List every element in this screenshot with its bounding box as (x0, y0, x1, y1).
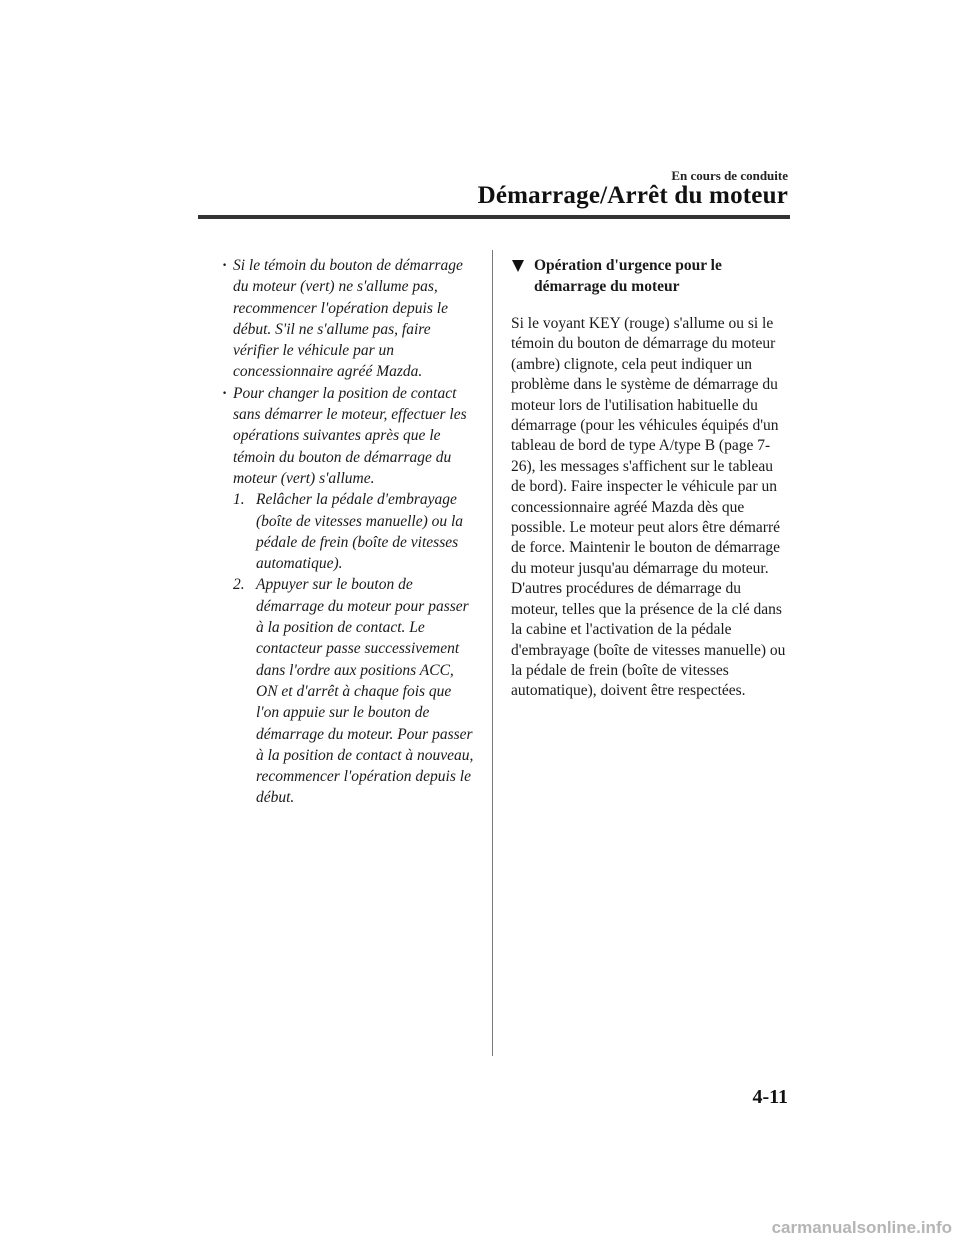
right-column (511, 255, 791, 702)
step-text: Appuyer sur le bouton de démarrage du moteur pour passer à la position de contact. Le contacteur passe successivement dans l'ordre aux positions ACC, ON et d'arrêt à chaque fois que l'on appuie sur le bouton de démarrage du moteur. Pour passer à la position de contact à nouveau, recommencer l'opération depuis le début. (256, 576, 474, 807)
page-number: 4-11 (752, 1086, 788, 1108)
column-divider (492, 250, 493, 1056)
note-bullet (222, 255, 478, 383)
body-paragraph: Si le voyant KEY (rouge) s'allume ou si le témoin du bouton de démarrage du moteur (ambre) clignote, cela peut indiquer un problème dans le système de démarrage du moteur lors de l'utilisation habituelle du démarrage (pour les véhicules équipés d'un tableau de bord de type A/type B (page 7-26), les messages s'affichent sur le tableau de bord). Faire inspecter le véhicule par un concessionnaire agréé Mazda dès que possible. Le moteur peut alors être démarré de force. Maintenir le bouton de démarrage du moteur jusqu'au démarrage du moteur. D'autres procédures de démarrage du moteur, telles que la présence de la clé dans la cabine et l'activation de la pédale d'embrayage (boîte de vitesses manuelle) ou la pédale de frein (boîte de vitesses automatique), doivent être respectées. (511, 315, 786, 700)
triangle-down-icon (511, 258, 525, 279)
section-heading-text: Opération d'urgence pour le démarrage du moteur (534, 257, 722, 295)
step-number: 2. (233, 576, 245, 594)
procedure-step (222, 489, 478, 574)
note-bullet (222, 383, 478, 489)
chapter-title: Démarrage/Arrêt du moteur (477, 182, 788, 209)
bullet-dot-icon: · (222, 257, 228, 274)
watermark: carmanualsonline.info (771, 1218, 952, 1237)
left-column (222, 255, 478, 809)
procedure-step (222, 574, 478, 808)
section-heading (511, 255, 791, 297)
bullet-dot-icon: · (222, 384, 228, 402)
step-number: 1. (233, 491, 245, 509)
step-text: Relâcher la pédale d'embrayage (boîte de vitesses manuelle) ou la pédale de frein (boîte de vitesses automatique). (256, 491, 464, 573)
note-text: Pour changer la position de contact sans démarrer le moteur, effectuer les opérations suivantes après que le témoin du bouton de démarrage du moteur (vert) s'allume. (233, 384, 467, 487)
header-rule (198, 215, 790, 219)
note-text: Si le témoin du bouton de démarrage du moteur (vert) ne s'allume pas, recommencer l'opération depuis le début. S'il ne s'allume pas, faire vérifier le véhicule par un concessionnaire agréé Mazda. (233, 257, 463, 381)
section-label: En cours de conduite (671, 168, 788, 183)
